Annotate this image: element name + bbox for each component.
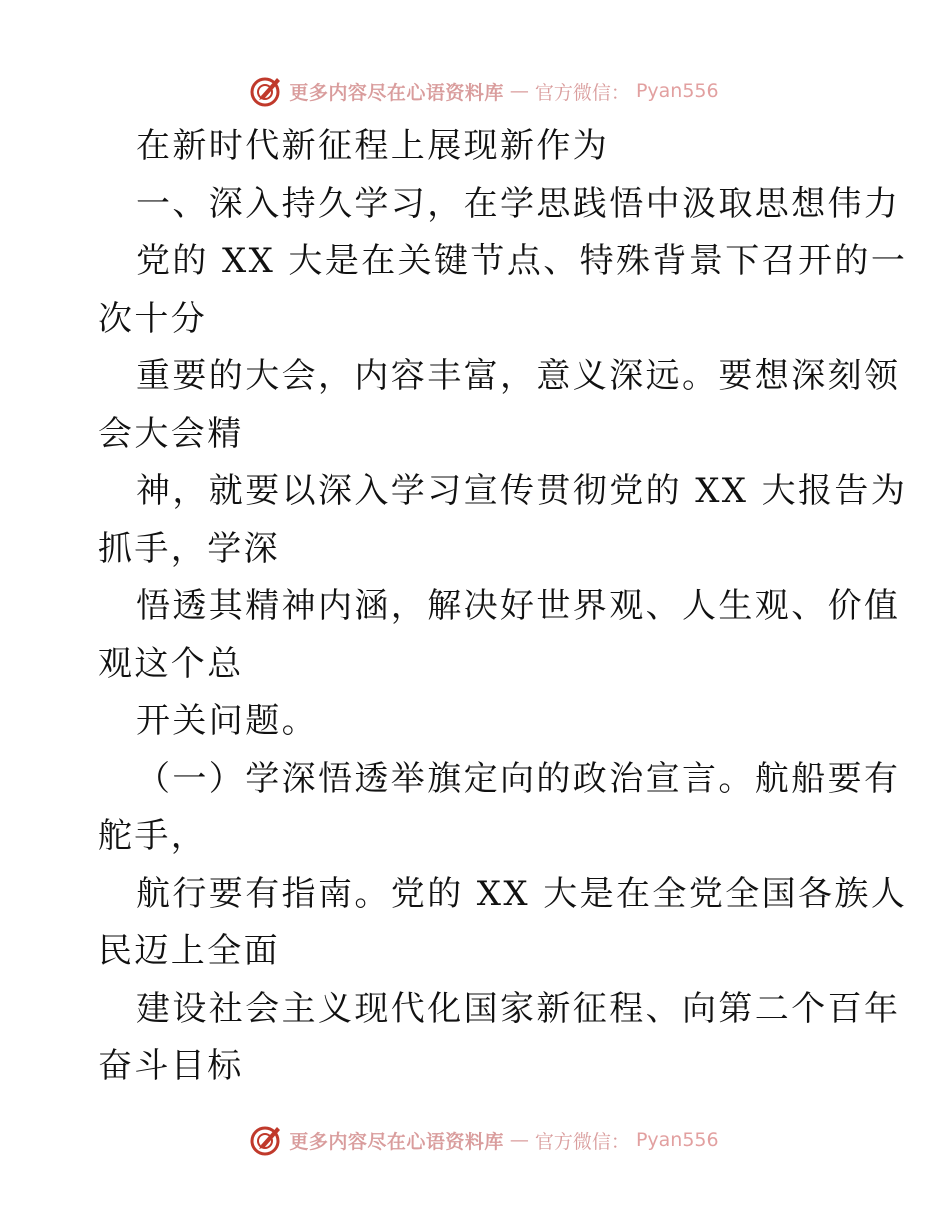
text-line: 重要的大会，内容丰富，意义深远。要想深刻领 [136, 356, 901, 396]
document-body [98, 118, 908, 1096]
text-line: 党的 XX 大是在关键节点、特殊背景下召开的一 [136, 241, 908, 281]
text-line: 舵手， [98, 816, 208, 856]
banner-content [249, 1123, 718, 1157]
banner-wechat-id: Pyan556 [635, 80, 719, 102]
text-line: 悟透其精神内涵，解决好世界观、人生观、价值 [136, 586, 901, 626]
quill-logo-icon [249, 74, 283, 108]
banner-content [249, 74, 718, 108]
text-line: 抓手，学深 [98, 528, 280, 569]
text-line: 会大会精 [98, 413, 244, 454]
text-line: 神，就要以深入学习宣传贯彻党的 XX 大报告为 [136, 471, 908, 511]
banner-wechat-id: Pyan556 [635, 1129, 719, 1151]
banner-separator: — [509, 1129, 529, 1151]
banner-wechat-label: 官方微信： [534, 1130, 630, 1153]
text-line: 次十分 [98, 298, 208, 339]
quill-logo-icon [249, 1123, 283, 1157]
banner-main-text: 更多内容尽在心语资料库 [289, 81, 504, 104]
text-line: （一）学深悟透举旗定向的政治宣言。航船要有 [136, 758, 901, 799]
text-line: 奋斗目标 [98, 1046, 244, 1086]
header-banner [0, 71, 950, 111]
text-line: 观这个总 [98, 643, 244, 684]
banner-main-text: 更多内容尽在心语资料库 [289, 1130, 504, 1153]
banner-wechat-label: 官方微信： [534, 81, 630, 104]
text-line: 民迈上全面 [98, 931, 280, 971]
text-line: 一、深入持久学习，在学思践悟中汲取思想伟力 [136, 183, 901, 224]
banner-separator: — [509, 80, 529, 102]
text-line: 航行要有指南。党的 XX 大是在全党全国各族人 [136, 873, 908, 914]
text-line: 建设社会主义现代化国家新征程、向第二个百年 [136, 988, 901, 1029]
footer-banner [0, 1120, 950, 1160]
text-line: 开关问题。 [136, 701, 318, 741]
text-line: 在新时代新征程上展现新作为 [136, 126, 610, 166]
